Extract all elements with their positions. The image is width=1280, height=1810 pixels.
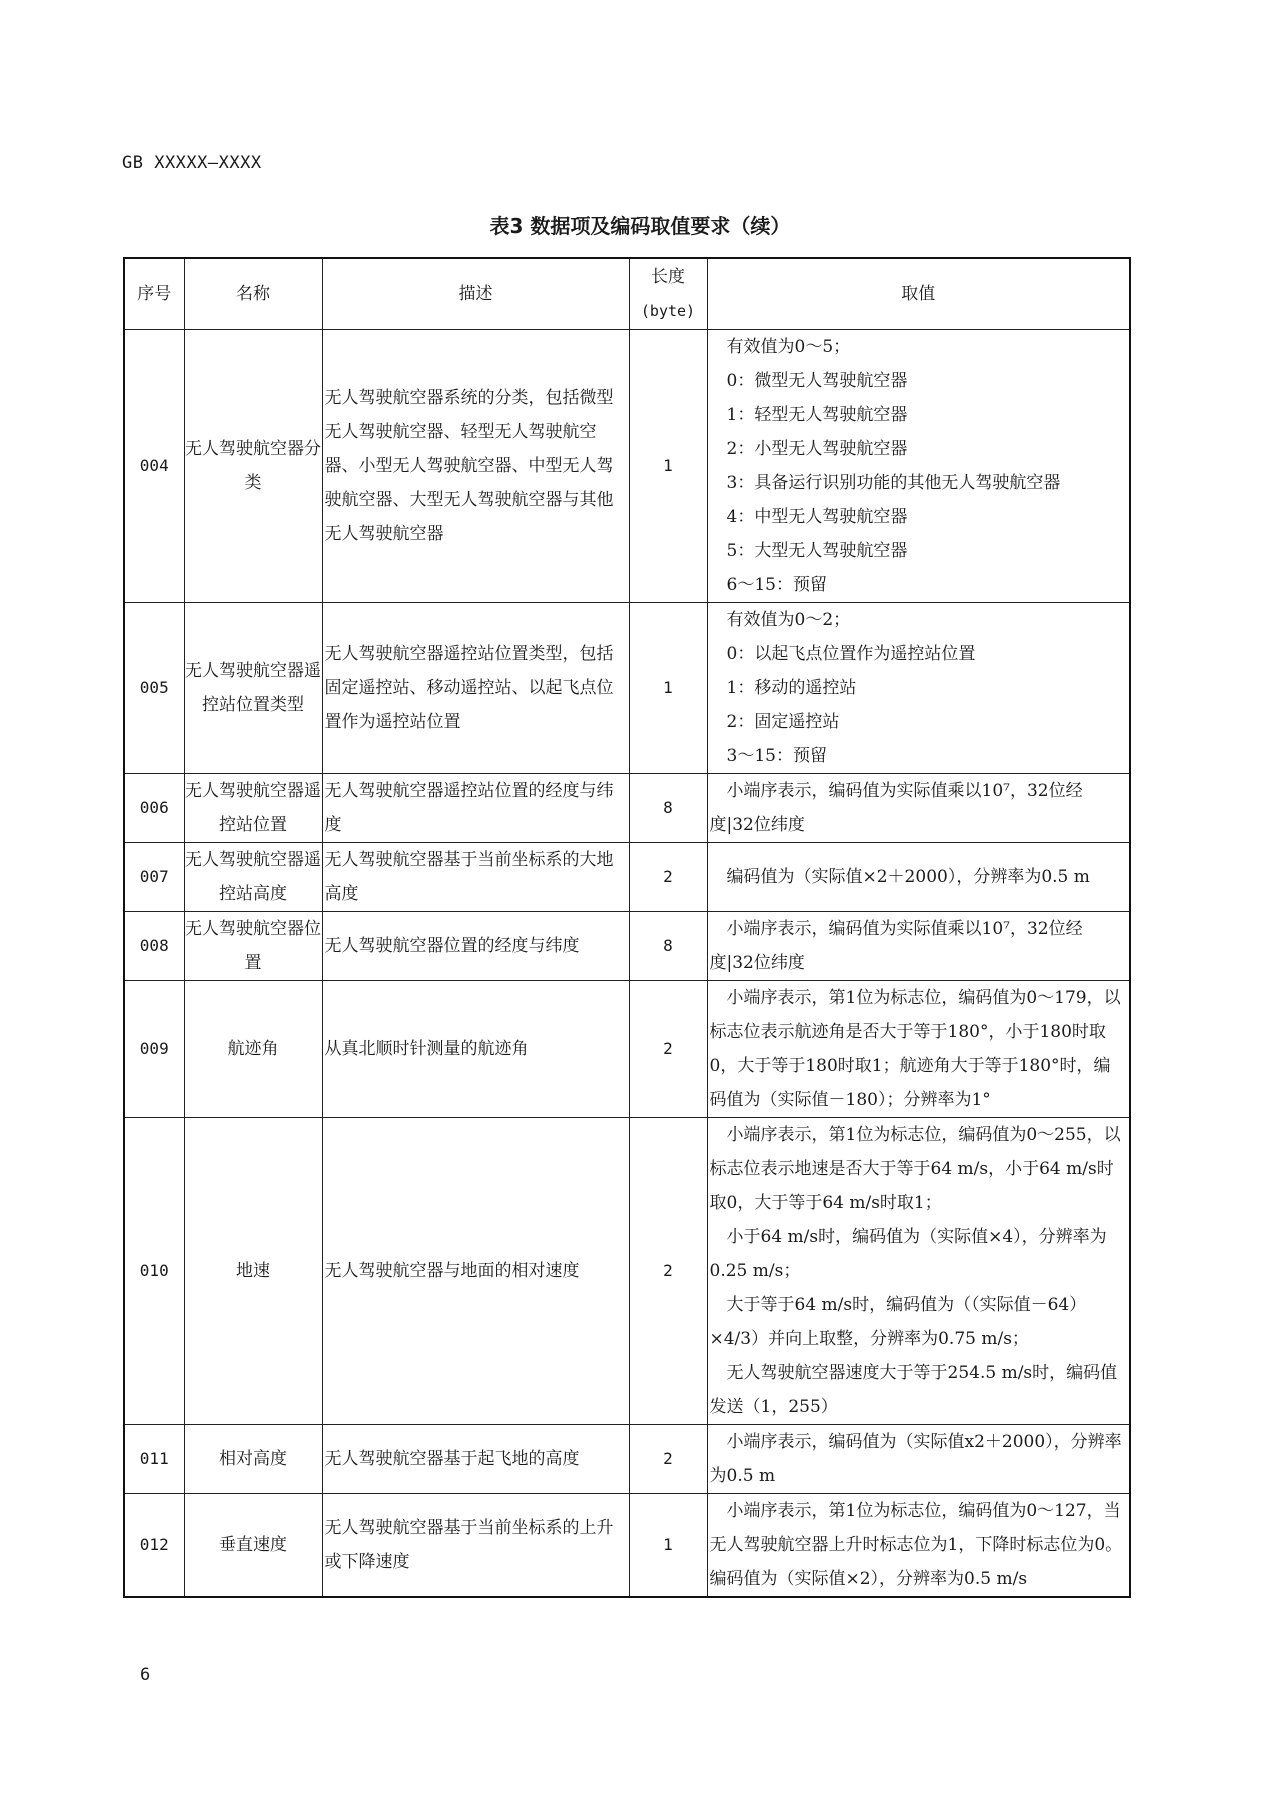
row-value (707, 981, 1130, 1118)
table-row (124, 981, 1130, 1118)
data-item-table (123, 257, 1131, 1598)
row-name: 无人驾驶航空器遥控站位置 (184, 774, 322, 843)
table-row (124, 1425, 1130, 1494)
row-value (707, 330, 1130, 603)
row-length: 8 (629, 912, 707, 981)
row-name: 相对高度 (184, 1425, 322, 1494)
column-header-length-label: 长度 (651, 267, 685, 287)
row-length: 1 (629, 1494, 707, 1598)
value-line: 小端序表示，编码值为实际值乘以10⁷，32位经度|32位纬度 (709, 781, 1083, 835)
table-row (124, 603, 1130, 774)
row-description: 从真北顺时针测量的航迹角 (322, 981, 629, 1118)
row-name: 地速 (184, 1118, 322, 1425)
row-length: 2 (629, 843, 707, 912)
row-description: 无人驾驶航空器位置的经度与纬度 (322, 912, 629, 981)
row-length: 2 (629, 1118, 707, 1425)
value-line: 小于64 m/s时，编码值为（实际值×4），分辨率为0.25 m/s； (709, 1227, 1107, 1281)
column-header-desc: 描述 (322, 258, 629, 330)
row-number: 006 (124, 774, 184, 843)
row-number: 010 (124, 1118, 184, 1425)
table-row (124, 912, 1130, 981)
value-line: 5：大型无人驾驶航空器 (709, 541, 908, 561)
value-line: 大于等于64 m/s时，编码值为（（实际值－64）×4/3）并向上取整，分辨率为0.75 m/s； (709, 1295, 1087, 1349)
value-line: 0：微型无人驾驶航空器 (709, 371, 908, 391)
row-number: 004 (124, 330, 184, 603)
row-value (707, 1118, 1130, 1425)
row-number: 012 (124, 1494, 184, 1598)
value-line: 4：中型无人驾驶航空器 (709, 507, 908, 527)
value-line: 3：具备运行识别功能的其他无人驾驶航空器 (709, 473, 1061, 493)
value-line: 小端序表示，第1位为标志位，编码值为0～255，以标志位表示地速是否大于等于64 m/s，小于64 m/s时取0，大于等于64 m/s时取1； (709, 1125, 1121, 1213)
value-line: 有效值为0～5； (709, 337, 851, 357)
row-description: 无人驾驶航空器基于当前坐标系的上升或下降速度 (322, 1494, 629, 1598)
value-line: 小端序表示，编码值为实际值乘以10⁷，32位经度|32位纬度 (709, 919, 1083, 973)
value-line: 有效值为0～2； (709, 610, 851, 630)
row-description: 无人驾驶航空器遥控站位置的经度与纬度 (322, 774, 629, 843)
row-name: 无人驾驶航空器位置 (184, 912, 322, 981)
row-value (707, 774, 1130, 843)
value-line: 无人驾驶航空器速度大于等于254.5 m/s时，编码值发送（1，255） (709, 1363, 1118, 1417)
table-row (124, 774, 1130, 843)
column-header-value: 取值 (707, 258, 1130, 330)
row-length: 1 (629, 603, 707, 774)
value-line: 编码值为（实际值×2＋2000），分辨率为0.5 m (709, 867, 1090, 887)
table-row (124, 843, 1130, 912)
value-line: 小端序表示，第1位为标志位，编码值为0～127，当无人驾驶航空器上升时标志位为1，下降时标志位为0。编码值为（实际值×2），分辨率为0.5 m/s (709, 1501, 1123, 1589)
row-description: 无人驾驶航空器基于当前坐标系的大地高度 (322, 843, 629, 912)
column-header-length-unit: (byte) (640, 302, 696, 320)
document-code: GB XXXXX—XXXX (122, 153, 262, 173)
row-number: 011 (124, 1425, 184, 1494)
table-body (124, 330, 1130, 1598)
row-value (707, 843, 1130, 912)
row-value (707, 603, 1130, 774)
row-length: 2 (629, 981, 707, 1118)
row-description: 无人驾驶航空器基于起飞地的高度 (322, 1425, 629, 1494)
table-title: 表3 数据项及编码取值要求（续） (489, 214, 791, 238)
column-header-name: 名称 (184, 258, 322, 330)
row-length: 2 (629, 1425, 707, 1494)
row-value (707, 1494, 1130, 1598)
row-name: 无人驾驶航空器遥控站位置类型 (184, 603, 322, 774)
value-line: 1：移动的遥控站 (709, 678, 857, 698)
row-number: 005 (124, 603, 184, 774)
table-header-row (124, 258, 1130, 330)
value-line: 小端序表示，第1位为标志位，编码值为0～179，以标志位表示航迹角是否大于等于180°，小于180时取0，大于等于180时取1；航迹角大于等于180°时，编码值为（实际值－180）；分辨率为1° (709, 988, 1121, 1110)
row-number: 008 (124, 912, 184, 981)
row-value (707, 912, 1130, 981)
value-line: 0：以起飞点位置作为遥控站位置 (709, 644, 976, 664)
column-header-length (629, 258, 707, 330)
row-name: 无人驾驶航空器分类 (184, 330, 322, 603)
column-header-no: 序号 (124, 258, 184, 330)
row-value (707, 1425, 1130, 1494)
value-line: 2：固定遥控站 (709, 712, 840, 732)
table-row (124, 1494, 1130, 1598)
value-line: 2：小型无人驾驶航空器 (709, 439, 908, 459)
value-line: 6～15：预留 (709, 575, 827, 595)
row-length: 1 (629, 330, 707, 603)
row-description: 无人驾驶航空器遥控站位置类型，包括固定遥控站、移动遥控站、以起飞点位置作为遥控站位置 (322, 603, 629, 774)
value-line: 1：轻型无人驾驶航空器 (709, 405, 908, 425)
table-row (124, 330, 1130, 603)
table-row (124, 1118, 1130, 1425)
row-description: 无人驾驶航空器与地面的相对速度 (322, 1118, 629, 1425)
row-name: 航迹角 (184, 981, 322, 1118)
row-number: 007 (124, 843, 184, 912)
row-length: 8 (629, 774, 707, 843)
row-name: 无人驾驶航空器遥控站高度 (184, 843, 322, 912)
row-name: 垂直速度 (184, 1494, 322, 1598)
row-description: 无人驾驶航空器系统的分类，包括微型无人驾驶航空器、轻型无人驾驶航空器、小型无人驾驶航空器、中型无人驾驶航空器、大型无人驾驶航空器与其他无人驾驶航空器 (322, 330, 629, 603)
page-number: 6 (140, 1665, 151, 1685)
value-line: 小端序表示，编码值为（实际值x2＋2000），分辨率为0.5 m (709, 1432, 1122, 1486)
row-number: 009 (124, 981, 184, 1118)
value-line: 3～15：预留 (709, 746, 827, 766)
